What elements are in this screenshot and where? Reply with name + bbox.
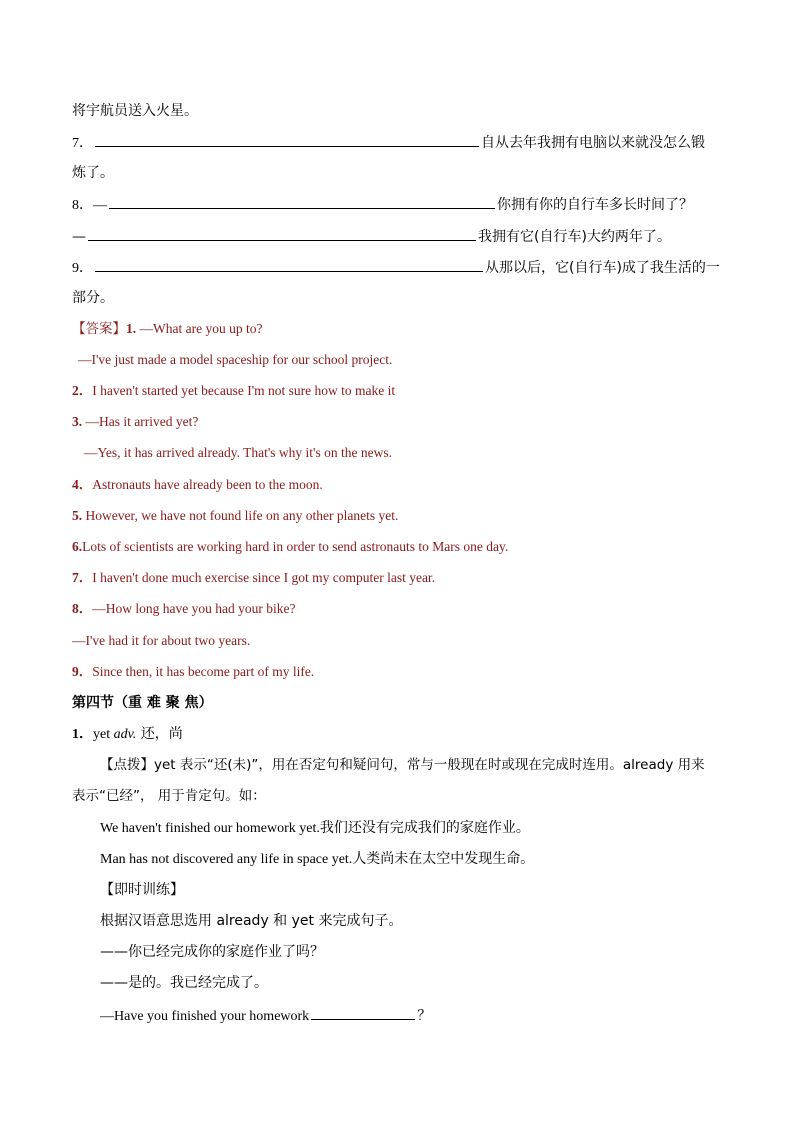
practice-en-1 <box>100 1005 734 1027</box>
a3-number: 3. <box>72 414 83 429</box>
q8b-dash: — <box>72 229 86 245</box>
answer-3 <box>72 412 734 432</box>
answer-8 <box>72 599 734 619</box>
question-7 <box>72 132 734 154</box>
answer-3b: —Yes, it has arrived already. That's why it's on the news. <box>84 445 392 460</box>
tip-continuation: 表示“已经”， 用于肯定句。如： <box>72 788 266 804</box>
tip-line <box>100 755 734 775</box>
answer-7 <box>72 568 734 588</box>
example-1 <box>100 818 734 839</box>
a9-text: Since then, it has become part of my life. <box>92 664 315 679</box>
q7-prompt: 自从去年我拥有电脑以来就没怎么锻 <box>481 135 705 151</box>
item1-number: 1． <box>72 727 93 742</box>
example-2 <box>100 849 734 870</box>
a7-number: 7． <box>72 570 93 585</box>
answer-5 <box>72 506 734 526</box>
a4-number: 4． <box>72 477 93 492</box>
ex1-chinese: 我们还没有完成我们的家庭作业。 <box>319 820 530 836</box>
a5-text: However, we have not found life on any other planets yet. <box>82 508 399 523</box>
a4-text: Astronauts have already been to the moon. <box>92 477 323 492</box>
ex2-chinese: 人类尚未在太空中发现生命。 <box>352 851 535 867</box>
a2-number: 2． <box>72 383 93 398</box>
a6-number: 6. <box>72 539 83 554</box>
q9-number: 9． <box>72 261 93 276</box>
q8b-answer-blank[interactable] <box>88 226 476 241</box>
practice-cn-1: ——你已经完成你的家庭作业了吗？ <box>100 944 324 960</box>
item1-pos: adv. <box>113 727 137 742</box>
a8-number: 8． <box>72 601 93 616</box>
a9-number: 9． <box>72 664 93 679</box>
item-1 <box>72 724 734 745</box>
q8-prompt: 你拥有你的自行车多长时间了？ <box>497 197 693 213</box>
tip-text: yet 表示“还(未)”，用在否定句和疑问句，常与一般现在时或现在完成时连用。already 用来 <box>154 757 705 773</box>
question-8b <box>72 226 734 247</box>
practice-label: 【即时训练】 <box>100 882 184 898</box>
q9-prompt: 从那以后，它(自行车)成了我生活的一 <box>485 260 720 276</box>
q7-number: 7． <box>72 136 93 151</box>
a3-text: —Has it arrived yet? <box>82 414 199 429</box>
answer-9 <box>72 662 734 682</box>
p-en1-end: ？ <box>417 1008 432 1024</box>
answer-6 <box>72 537 734 557</box>
q7-continuation: 炼了。 <box>72 165 114 181</box>
item1-word: yet <box>93 727 114 742</box>
q6-continuation: 将宇航员送入火星。 <box>72 103 198 119</box>
question-8 <box>72 194 734 216</box>
q9-continuation: 部分。 <box>72 290 114 306</box>
a5-number: 5. <box>72 508 83 523</box>
practice-instruction: 根据汉语意思选用 already 和 yet 来完成句子。 <box>100 913 403 929</box>
a1-text: —What are you up to? <box>136 321 263 336</box>
q8b-prompt: 我拥有它(自行车)大约两年了。 <box>478 229 671 245</box>
answer-2 <box>72 381 734 401</box>
a6-text: Lots of scientists are working hard in order to send astronauts to Mars one day. <box>82 539 509 554</box>
a8-text: —How long have you had your bike? <box>92 601 296 616</box>
section-heading: 第四节（重 难 聚 焦） <box>72 695 213 711</box>
a1-number: 1. <box>126 321 137 336</box>
ex1-english: We haven't finished our homework yet. <box>100 821 320 836</box>
p-en1-blank[interactable] <box>311 1005 415 1020</box>
a7-text: I haven't done much exercise since I got my computer last year. <box>92 570 436 585</box>
ex2-english: Man has not discovered any life in space yet. <box>100 852 353 867</box>
q8-number: 8．— <box>72 198 107 213</box>
q9-answer-blank[interactable] <box>95 257 483 272</box>
practice-cn-2: ——是的。我已经完成了。 <box>100 975 268 991</box>
tip-label: 【点拨】 <box>100 757 154 773</box>
q7-answer-blank[interactable] <box>95 132 479 147</box>
question-9 <box>72 257 734 279</box>
p-en1-text: —Have you finished your homework <box>100 1009 310 1024</box>
answer-1b: —I've just made a model spaceship for our school project. <box>78 352 393 367</box>
answer-4 <box>72 475 734 495</box>
answer-8b: —I've had it for about two years. <box>72 633 251 648</box>
item1-meaning: 还，尚 <box>136 726 183 742</box>
q8-answer-blank[interactable] <box>109 194 495 209</box>
a2-text: I haven't started yet because I'm not sure how to make it <box>92 383 396 398</box>
answer-1 <box>72 319 734 339</box>
answer-label: 【答案】 <box>72 321 126 337</box>
